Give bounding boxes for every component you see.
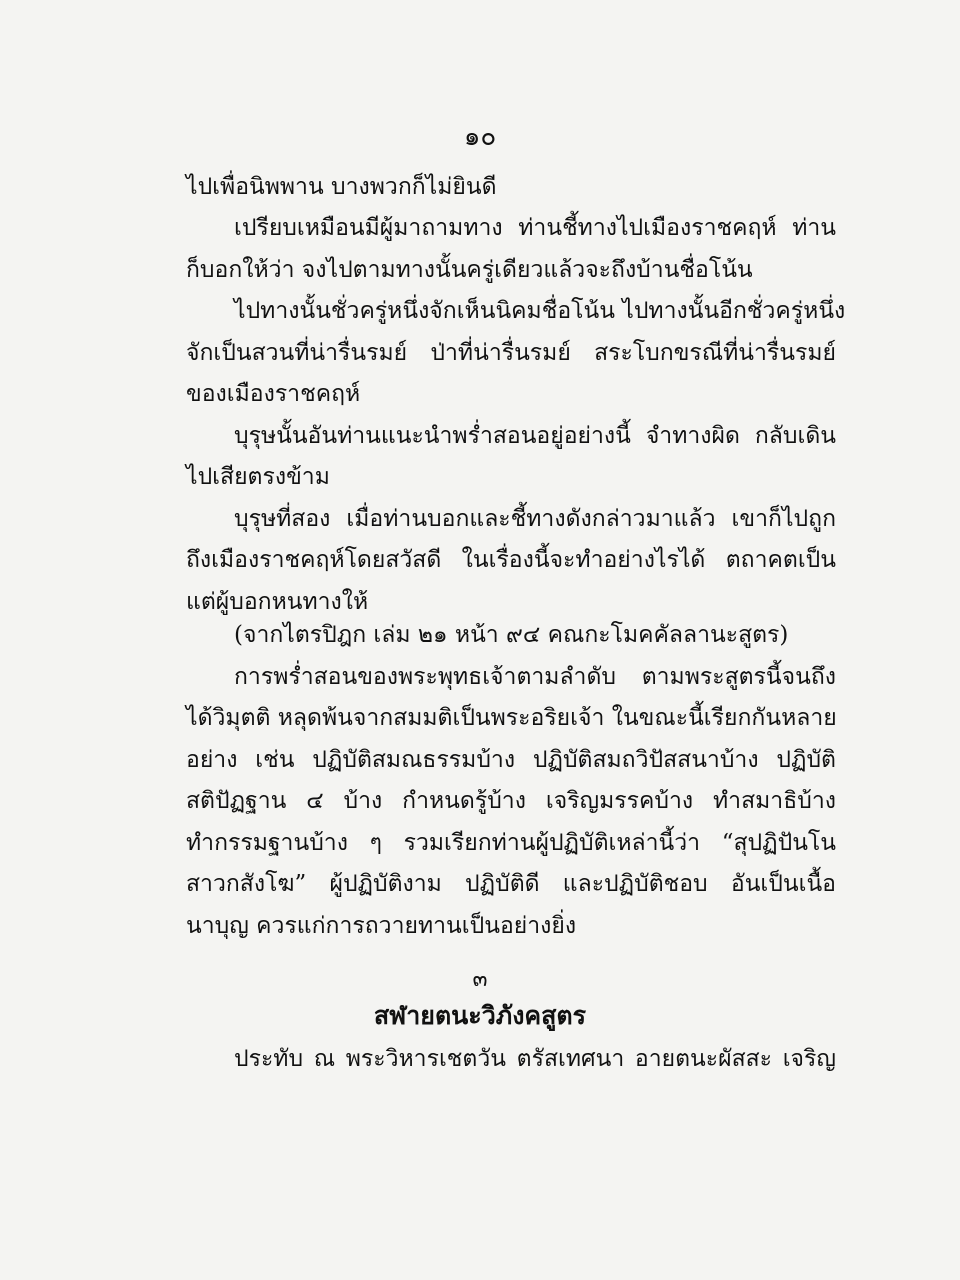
text-line: สาวกสังโฆ” ผู้ปฏิบัติงาม ปฏิบัติดี และปฏิบัติชอบ อันเป็นเนื้อ <box>186 871 836 897</box>
text-line: ได้วิมุตติ หลุดพ้นจากสมมติเป็นพระอริยเจ้า ในขณะนี้เรียกกันหลาย <box>186 705 837 731</box>
text-line: ก็บอกให้ว่า จงไปตามทางนั้นครู่เดียวแล้วจะถึงบ้านชื่อโน้น <box>186 257 753 283</box>
text-line: บุรุษที่สอง เมื่อท่านบอกและชี้ทางดังกล่าวมาแล้ว เขาก็ไปถูก <box>234 506 836 532</box>
text-line: แต่ผู้บอกหนทางให้ <box>186 589 369 615</box>
text-line: บุรุษนั้นอันท่านแนะนำพร่ำสอนอยู่อย่างนี้ จำทางผิด กลับเดิน <box>234 423 836 449</box>
text-line: ของเมืองราชคฤห์ <box>186 381 361 407</box>
text-line: การพร่ำสอนของพระพุทธเจ้าตามลำดับ ตามพระสูตรนี้จนถึง <box>234 664 836 690</box>
text-line: ประทับ ณ พระวิหารเชตวัน ตรัสเทศนา อายตนะผัสสะ เจริญ <box>234 1046 836 1072</box>
text-line: ไปเพื่อนิพพาน บางพวกก็ไม่ยินดี <box>186 174 497 200</box>
text-line: ถึงเมืองราชคฤห์โดยสวัสดี ในเรื่องนี้จะทำอย่างไรได้ ตถาคตเป็น <box>186 547 836 573</box>
text-line: เปรียบเหมือนมีผู้มาถามทาง ท่านชี้ทางไปเมืองราชคฤห์ ท่าน <box>234 215 836 241</box>
section-title: สฬายตนะวิภังคสูตร <box>373 1001 587 1030</box>
text-line: นาบุญ ควรแก่การถวายทานเป็นอย่างยิ่ง <box>186 913 577 939</box>
text-line: อย่าง เช่น ปฏิบัติสมณธรรมบ้าง ปฏิบัติสมถวิปัสสนาบ้าง ปฏิบัติ <box>186 747 836 773</box>
page-number: ๑๐ <box>463 122 497 152</box>
text-line: ทำกรรมฐานบ้าง ๆ รวมเรียกท่านผู้ปฏิบัติเหล่านี้ว่า “สุปฏิปันโน <box>186 830 836 856</box>
text-line: ไปเสียตรงข้าม <box>186 464 330 490</box>
section-number: ๓ <box>472 967 488 992</box>
text-line: ไปทางนั้นชั่วครู่หนึ่งจักเห็นนิคมชื่อโน้น ไปทางนั้นอีกชั่วครู่หนึ่ง <box>234 298 846 324</box>
citation-line: (จากไตรปิฎก เล่ม ๒๑ หน้า ๙๔ คณกะโมคคัลลานะสูตร) <box>234 622 789 648</box>
text-line: สติปัฏฐาน ๔ บ้าง กำหนดรู้บ้าง เจริญมรรคบ้าง ทำสมาธิบ้าง <box>186 788 836 814</box>
text-line: จักเป็นสวนที่น่ารื่นรมย์ ป่าที่น่ารื่นรมย์ สระโบกขรณีที่น่ารื่นรมย์ <box>186 340 836 366</box>
